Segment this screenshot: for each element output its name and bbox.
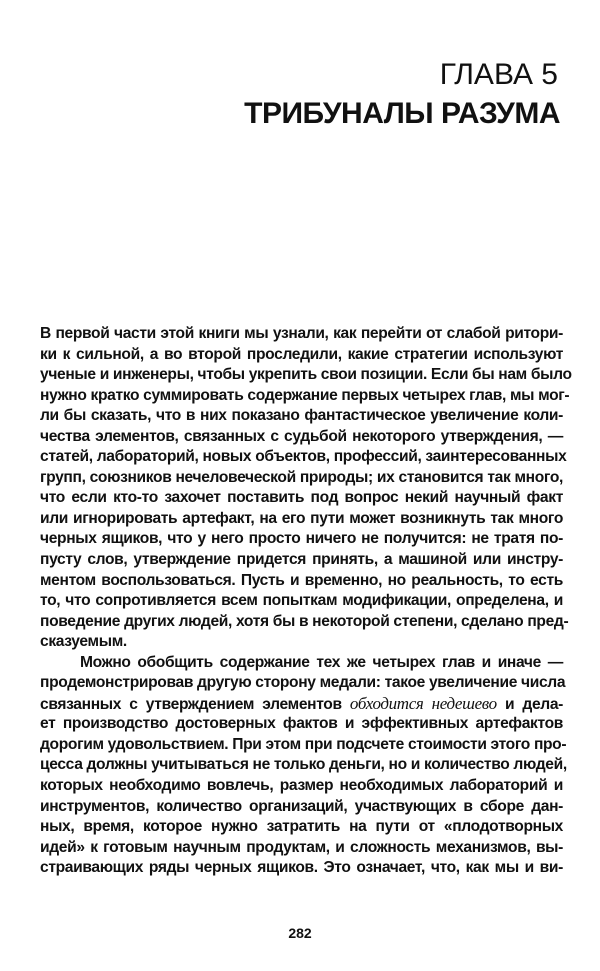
text-line: которых необходимо вовлечь, размер необходимых лабораторий и — [40, 777, 563, 795]
text-line: ментом воспользоваться. Пусть и временно, но реальность, то есть — [40, 571, 563, 589]
text-line: групп, союзников нечеловеческой природы; их становится так много, — [40, 468, 563, 486]
text-line: ли бы сказать, что в них показано фантастическое увеличение коли- — [40, 407, 563, 425]
text-line: или игнорировать артефакт, на его пути может возникнуть так много — [40, 509, 563, 527]
body-text — [40, 324, 572, 879]
text-line — [40, 694, 563, 715]
chapter-label: ГЛАВА 5 — [439, 58, 558, 91]
page-number: 282 — [288, 925, 312, 941]
text-line: ки к сильной, а во второй проследили, какие стратегии используют — [40, 345, 563, 363]
text-line: идей» к готовым научным продуктам, и сложность механизмов, вы- — [40, 838, 563, 856]
paragraph-1 — [40, 324, 572, 653]
text-line: сказуемым. — [40, 633, 127, 651]
text-segment: связанных с утверждением элементов — [40, 695, 350, 713]
text-line: что если кто-то захочет поставить под вопрос некий научный факт — [40, 489, 563, 507]
text-line: то, что сопротивляется всем попыткам модификации, определена, и — [40, 592, 563, 610]
text-line: чества элементов, связанных с судьбой некоторого утверждения, — — [40, 427, 563, 445]
text-line: страивающих ряды черных ящиков. Это означает, что, как мы и ви- — [40, 859, 563, 877]
text-line: ет производство достоверных фактов и эффективных артефактов — [40, 715, 563, 733]
text-line: Можно обобщить содержание тех же четырех глав и иначе — — [80, 653, 563, 671]
text-line: В первой части этой книги мы узнали, как перейти от слабой ритори- — [40, 325, 563, 342]
text-line: инструментов, количество организаций, участвующих в сборе дан- — [40, 797, 563, 815]
text-line: продемонстрировав другую сторону медали: такое увеличение числа — [40, 674, 566, 692]
text-line: нужно кратко суммировать содержание первых четырех глав, мы мог- — [40, 386, 570, 404]
text-line: черных ящиков, что у него просто ничего не получится: не тратя по- — [40, 530, 563, 548]
text-line: цесса должны учитываться не только деньги, но и количество людей, — [40, 756, 567, 774]
chapter-title: ТРИБУНАЛЫ РАЗУМА — [244, 97, 560, 130]
text-segment: и дела- — [496, 695, 563, 713]
text-line: пусту слов, утверждение придется принять, а машиной или инстру- — [40, 551, 563, 569]
paragraph-2 — [40, 653, 567, 879]
text-line: ных, время, которое нужно затратить на пути от «плодотворных — [40, 818, 563, 836]
text-line: ученые и инженеры, чтобы укрепить свои позиции. Если бы нам было — [40, 366, 572, 384]
text-line: статей, лабораторий, новых объектов, профессий, заинтересованных — [40, 448, 567, 466]
text-line: поведение других людей, хотя бы в некоторой степени, сделано пред- — [40, 612, 569, 630]
text-line: дорогим удовольствием. При этом при подсчете стоимости этого про- — [40, 735, 567, 753]
italic-emphasis: обходится недешево — [349, 693, 497, 713]
